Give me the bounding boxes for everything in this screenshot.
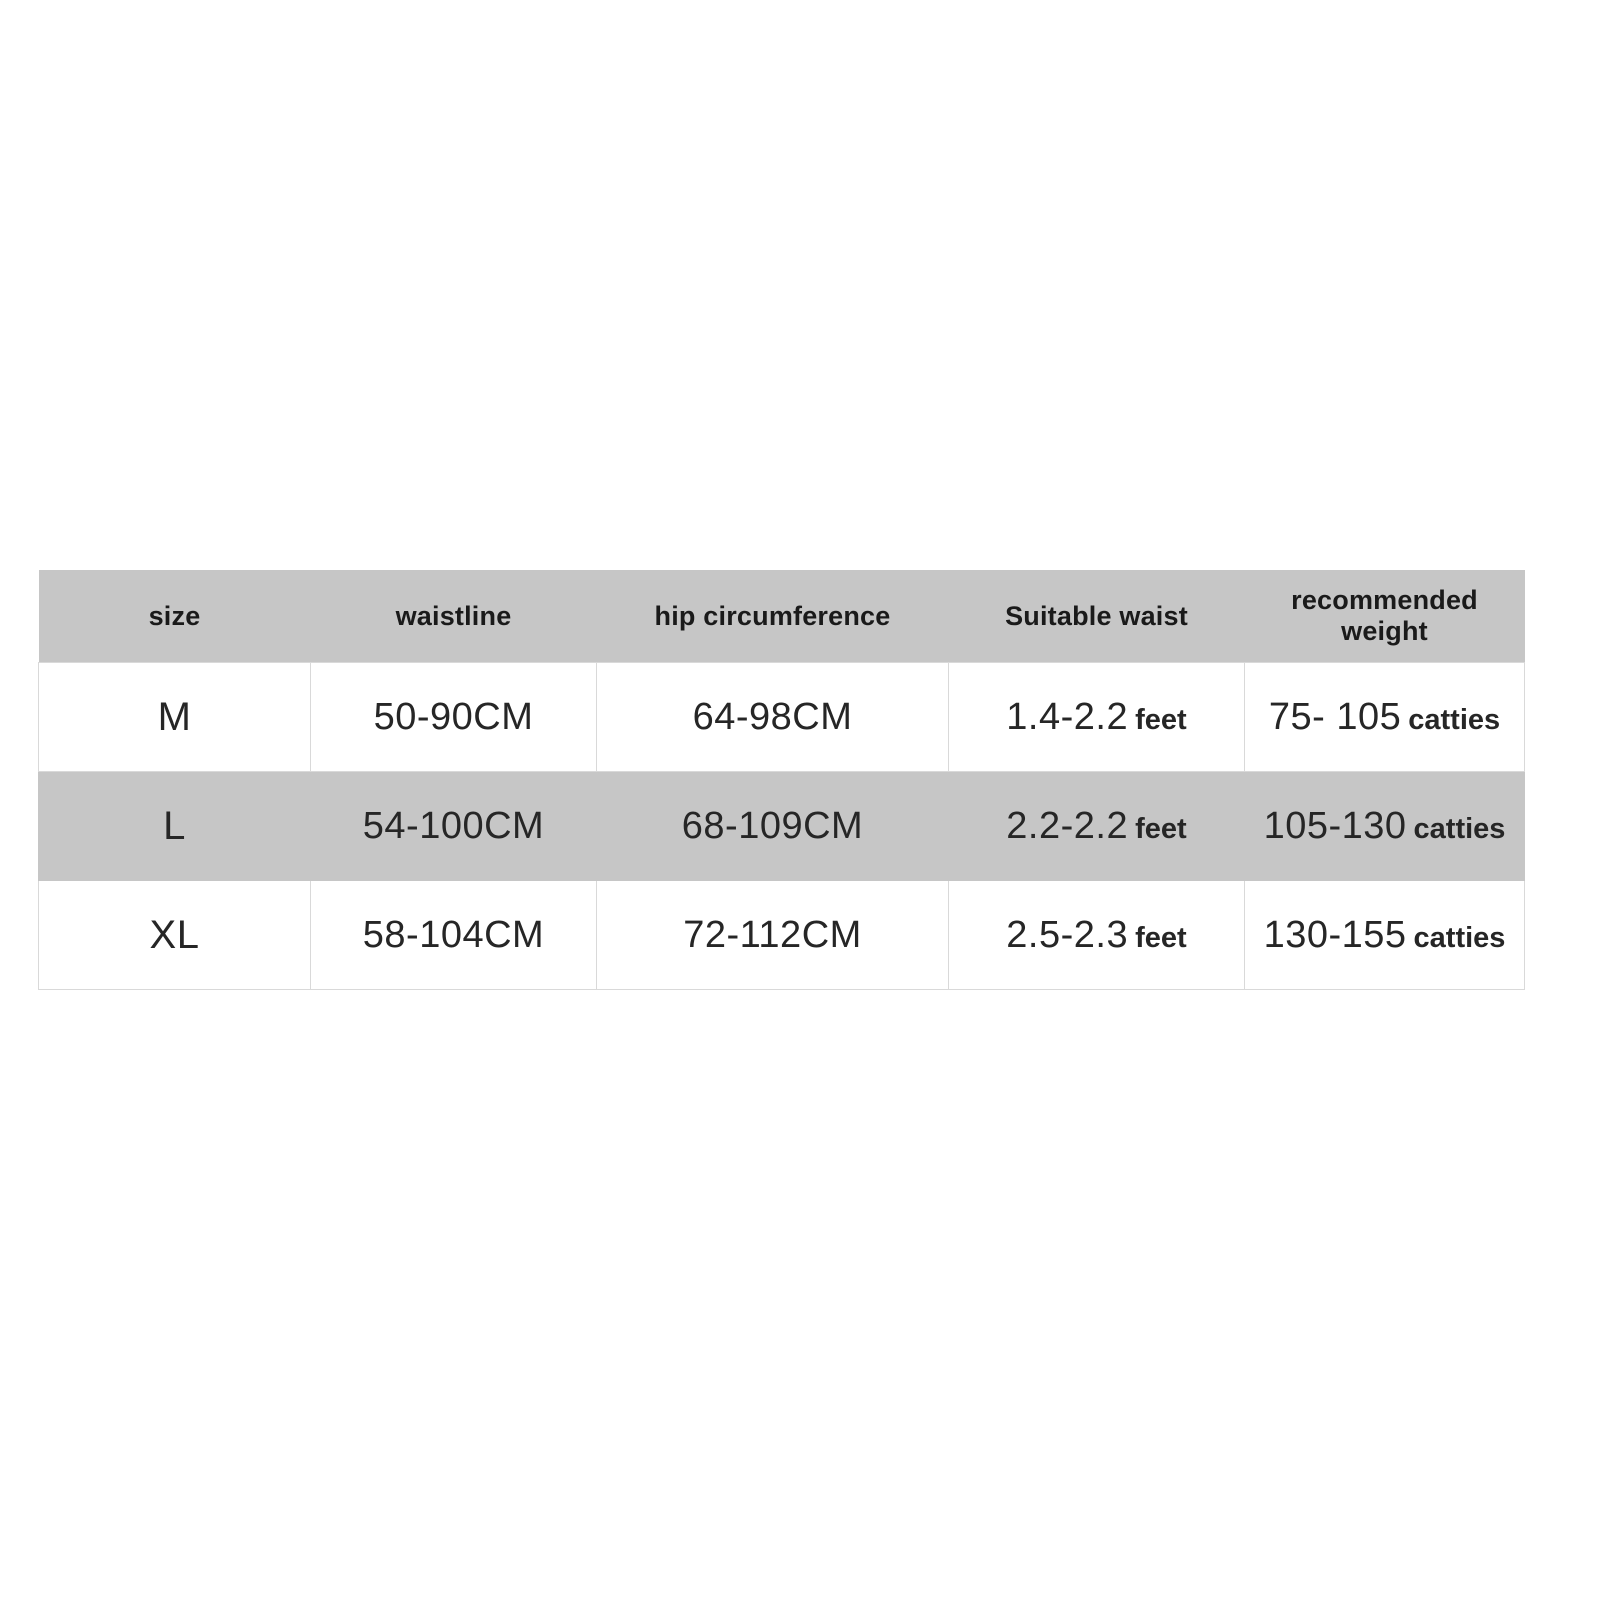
cell-recommended-weight-value: 75- 105 bbox=[1268, 696, 1402, 738]
column-header-waistline: waistline bbox=[311, 570, 597, 663]
cell-size: L bbox=[39, 772, 311, 881]
size-chart bbox=[38, 570, 1524, 990]
cell-waistline: 54-100CM bbox=[311, 772, 597, 881]
table-row bbox=[39, 881, 1525, 990]
cell-recommended-weight bbox=[1245, 772, 1525, 881]
table-row bbox=[39, 663, 1525, 772]
column-header-size: size bbox=[39, 570, 311, 663]
column-header-hip-circumference: hip circumference bbox=[597, 570, 949, 663]
cell-size: M bbox=[39, 663, 311, 772]
table-row bbox=[39, 772, 1525, 881]
size-chart-table bbox=[38, 570, 1525, 990]
cell-suitable-waist-unit: feet bbox=[1135, 922, 1187, 954]
cell-suitable-waist-value: 2.5-2.3 bbox=[1006, 914, 1129, 956]
table-body bbox=[39, 663, 1525, 990]
column-header-suitable-waist: Suitable waist bbox=[949, 570, 1245, 663]
cell-recommended-weight-unit: catties bbox=[1408, 704, 1501, 736]
cell-suitable-waist-value: 2.2-2.2 bbox=[1006, 805, 1129, 847]
cell-size: XL bbox=[39, 881, 311, 990]
cell-recommended-weight-value: 130-155 bbox=[1263, 914, 1407, 956]
cell-recommended-weight bbox=[1245, 663, 1525, 772]
cell-suitable-waist-value: 1.4-2.2 bbox=[1006, 696, 1129, 738]
table-header-row bbox=[39, 570, 1525, 663]
cell-hip-circumference: 72-112CM bbox=[597, 881, 949, 990]
cell-waistline: 58-104CM bbox=[311, 881, 597, 990]
cell-suitable-waist bbox=[949, 772, 1245, 881]
cell-hip-circumference: 68-109CM bbox=[597, 772, 949, 881]
cell-suitable-waist-unit: feet bbox=[1135, 813, 1187, 845]
column-header-recommended-weight: recommended weight bbox=[1245, 570, 1525, 663]
cell-waistline: 50-90CM bbox=[311, 663, 597, 772]
cell-suitable-waist-unit: feet bbox=[1135, 704, 1187, 736]
cell-hip-circumference: 64-98CM bbox=[597, 663, 949, 772]
cell-recommended-weight-value: 105-130 bbox=[1263, 805, 1407, 847]
table-header bbox=[39, 570, 1525, 663]
cell-recommended-weight-unit: catties bbox=[1413, 813, 1506, 845]
cell-suitable-waist bbox=[949, 881, 1245, 990]
cell-recommended-weight-unit: catties bbox=[1413, 922, 1506, 954]
cell-recommended-weight bbox=[1245, 881, 1525, 990]
cell-suitable-waist bbox=[949, 663, 1245, 772]
